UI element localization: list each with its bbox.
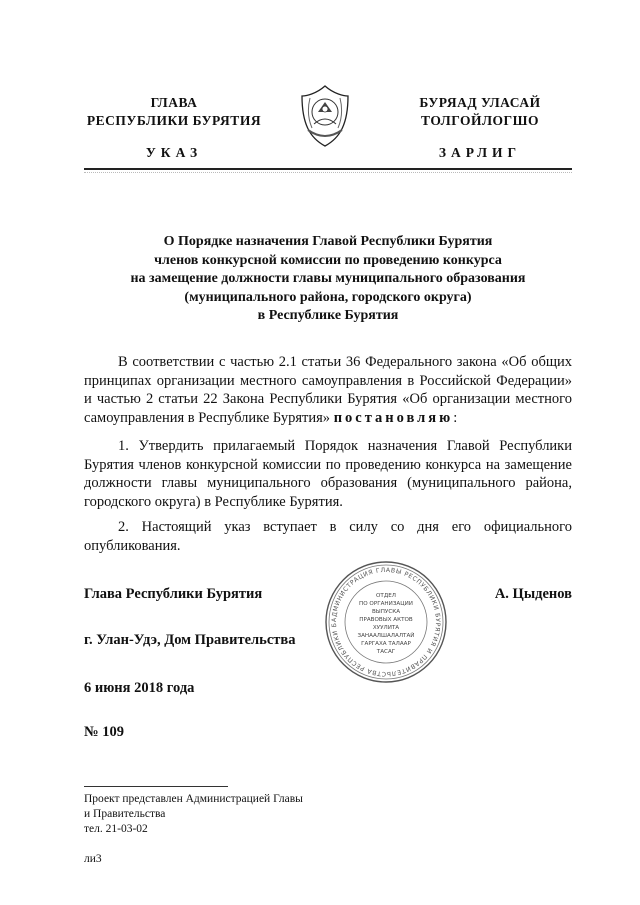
svg-text:ОТДЕЛ: ОТДЕЛ bbox=[376, 593, 396, 599]
signing-date: 6 июня 2018 года bbox=[84, 680, 195, 696]
header-left-title bbox=[84, 94, 264, 130]
footer-line: Проект представлен Администрацией Главы bbox=[84, 793, 303, 805]
header-right-line2: ТОЛГОЙЛОГШО bbox=[421, 113, 539, 128]
signing-place: г. Улан-Удэ, Дом Правительства bbox=[84, 632, 296, 648]
svg-text:ЗАНААЛШАЛАЛТАЙ: ЗАНААЛШАЛАЛТАЙ bbox=[357, 633, 415, 639]
preamble-colon: : bbox=[453, 409, 458, 426]
footer-line: и Правительства bbox=[84, 808, 166, 820]
header-right-title bbox=[390, 94, 570, 130]
header-dotted-divider bbox=[84, 172, 572, 177]
preamble-paragraph bbox=[84, 353, 572, 427]
item-1-paragraph: 1. Утвердить прилагаемый Порядок назначения Главой Республики Бурятия членов конкурсной комиссии по проведению конкурса на замещение должности главы муниципального образования (муниципального района, городского округа) в Республике Бурятия. bbox=[84, 438, 572, 510]
svg-text:ГАРГАХА ТАЛААР: ГАРГАХА ТАЛААР bbox=[361, 641, 411, 647]
header-right-doc-type: ЗАРЛИГ bbox=[438, 145, 522, 160]
header-left-line1: ГЛАВА bbox=[150, 95, 198, 110]
title-line: на замещение должности главы муниципального образования bbox=[130, 271, 526, 286]
svg-text:АДМИНИСТРАЦИЯ ГЛАВЫ РЕСПУБЛИКИ: АДМИНИСТРАЦИЯ ГЛАВЫ РЕСПУБЛИКИ БУРЯТИЯ И ПРАВИТЕЛЬСТВА РЕСПУБЛИКИ Б bbox=[330, 566, 442, 678]
footer-phone: тел. 21-03-02 bbox=[84, 823, 148, 835]
header-left-line2: РЕСПУБЛИКИ БУРЯТИЯ bbox=[86, 113, 262, 128]
footer-code: ли3 bbox=[84, 853, 102, 865]
official-stamp bbox=[324, 560, 448, 684]
signatory-position: Глава Республики Бурятия bbox=[84, 586, 263, 602]
svg-text:ТАСАГ: ТАСАГ bbox=[376, 649, 396, 655]
coat-of-arms-emblem bbox=[298, 84, 352, 148]
preamble-text: В соответствии с частью 2.1 статьи 36 Федерального закона «Об общих принципах организации местного самоуправления в Российской Федерации» и частью 2 статьи 22 Закона Республики Бурятия «Об организации местного самоуправления в Республике Бурятия» bbox=[84, 354, 572, 426]
svg-text:ПРАВОВЫХ АКТОВ: ПРАВОВЫХ АКТОВ bbox=[359, 617, 413, 623]
header-right-line1: БУРЯАД УЛАСАЙ bbox=[419, 95, 541, 110]
document-title bbox=[84, 233, 572, 326]
footer-note bbox=[84, 792, 303, 837]
title-line: членов конкурсной комиссии по проведению конкурса bbox=[154, 252, 502, 268]
footer-divider bbox=[84, 786, 228, 787]
signatory-name: А. Цыденов bbox=[494, 586, 572, 602]
item-2-paragraph: 2. Настоящий указ вступает в силу со дня его официального опубликования. bbox=[84, 519, 572, 554]
title-line: О Порядке назначения Главой Республики Бурятия bbox=[163, 234, 493, 249]
title-line: (муниципального района, городского округа) bbox=[184, 289, 472, 305]
svg-text:ХУУЛИТА: ХУУЛИТА bbox=[372, 625, 400, 631]
decree-number: № 109 bbox=[84, 724, 124, 740]
title-line: в Республике Бурятия bbox=[257, 308, 399, 323]
svg-text:ВЫПУСКА: ВЫПУСКА bbox=[371, 609, 401, 615]
svg-text:ПО ОРГАНИЗАЦИИ: ПО ОРГАНИЗАЦИИ bbox=[359, 601, 413, 607]
header-left-doc-type: УКАЗ bbox=[145, 145, 203, 160]
preamble-decree-word: постановляю bbox=[333, 409, 454, 426]
header-divider bbox=[84, 168, 572, 170]
